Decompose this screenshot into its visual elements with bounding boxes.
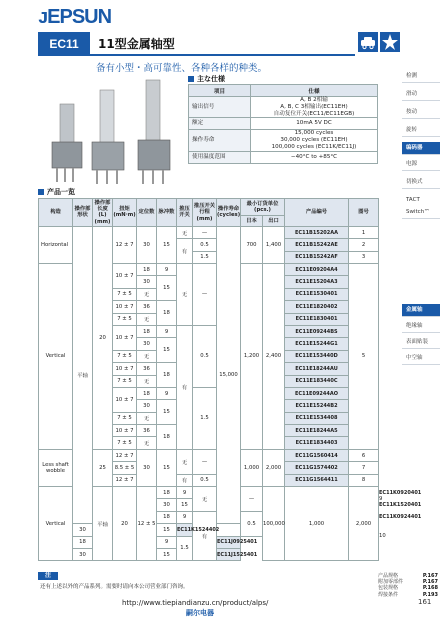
cell-torque: 7 ± 5 bbox=[113, 375, 137, 387]
cell-pulse: 15 bbox=[157, 226, 177, 263]
page-title: 11型金属轴型 bbox=[98, 37, 175, 51]
group-life: 15,000 bbox=[217, 226, 241, 523]
cell-part: EC11E15244G1 bbox=[285, 338, 349, 350]
cell-part: EC11E18244A5 bbox=[285, 425, 349, 437]
cell-part: EC11B15202AA bbox=[285, 226, 349, 238]
title-bar bbox=[90, 32, 355, 56]
cell-pulse: 9 bbox=[157, 263, 177, 275]
cell-part: EC11E153440D bbox=[285, 350, 349, 362]
spec-label: 操作寿命 bbox=[189, 130, 251, 151]
cell-pulse: 18 bbox=[157, 301, 177, 326]
table-row: 30 15 EC11K1520401 bbox=[39, 499, 379, 511]
cell-detent: 18 bbox=[137, 325, 157, 337]
table-row: 18 9 有 0.5 EC11K0924401 10 bbox=[39, 511, 379, 523]
product-photo bbox=[38, 76, 188, 194]
brand-logo bbox=[38, 6, 138, 28]
spec-label: 额定 bbox=[189, 118, 251, 130]
group-shaft-length: 20 bbox=[93, 226, 113, 449]
cell-switch: 无 bbox=[177, 449, 193, 474]
cell-travel: — bbox=[193, 226, 217, 238]
col-japan: 日本 bbox=[241, 216, 263, 226]
cell-travel: 0.5 bbox=[193, 239, 217, 251]
cell-pulse: 15 bbox=[157, 449, 177, 486]
group-qty-jp: 1,200 bbox=[241, 263, 263, 449]
col-pulse: 脉冲数 bbox=[157, 199, 177, 227]
col-switch: 推压开关 bbox=[177, 199, 193, 227]
cell-part: EC11E1834403 bbox=[285, 437, 349, 449]
spec-line: A, B, C 3相输出(EC11EH) bbox=[280, 103, 348, 110]
side-nav-item-hollow-shaft[interactable]: 中空轴 bbox=[402, 352, 440, 365]
ref-label: 产品规格 bbox=[378, 573, 399, 579]
cell-pulse: 18 bbox=[157, 363, 177, 388]
cell-qty-ex: 2,000 bbox=[263, 449, 285, 486]
cell-draw: 1 bbox=[349, 226, 379, 238]
group-switch: 有 bbox=[193, 511, 217, 561]
cell-detent: 无 bbox=[137, 375, 157, 387]
cell-qty-jp: 700 bbox=[241, 226, 263, 263]
col-torque: 扭矩 (mN·m) bbox=[113, 199, 137, 227]
group-shaft-length: 20 bbox=[113, 487, 137, 561]
cell-travel: 1.5 bbox=[193, 251, 217, 263]
cell-travel: 0.5 bbox=[241, 511, 263, 536]
spec-label: 输出信号 bbox=[189, 97, 251, 118]
group-qty-jp: 1,000 bbox=[285, 487, 349, 561]
group-life: 100,000 bbox=[263, 487, 285, 561]
spec-line: 30,000 cycles (EC11EH) bbox=[280, 137, 348, 144]
cell-detent: 30 bbox=[157, 499, 177, 511]
cell-pulse: 9 bbox=[157, 325, 177, 337]
col-min-qty: 最小订货单位 (pcs.) bbox=[241, 199, 285, 216]
col-direction: 构造 bbox=[39, 199, 73, 227]
spec-row bbox=[189, 97, 378, 118]
page-subtitle: 备有小型・高可靠性、各种各样的种类。 bbox=[96, 63, 268, 74]
side-nav-item-slide[interactable]: 滑动 bbox=[402, 88, 440, 101]
cell-draw: 7 bbox=[349, 462, 379, 474]
col-life: 操作寿命 (cycles) bbox=[217, 199, 241, 227]
cell-detent: 30 bbox=[73, 524, 93, 536]
cell-part: EC11E1820402 bbox=[285, 301, 349, 313]
cell-torque: 12 ± 7 bbox=[113, 226, 137, 263]
cell-travel: — bbox=[193, 449, 217, 474]
side-nav-item-smd[interactable]: 表面贴装 bbox=[402, 336, 440, 349]
cell-torque: 7 ± 5 bbox=[113, 313, 137, 325]
spec-header-item: 项目 bbox=[189, 85, 251, 97]
cell-part: EC11E1830401 bbox=[285, 313, 349, 325]
note-text: 还有上述以外的产品系列。需要时请向本公司营业部门咨询。 bbox=[40, 584, 189, 590]
cell-draw: 8 bbox=[349, 474, 379, 486]
cell-detent: 无 bbox=[137, 313, 157, 325]
cell-pulse: 15 bbox=[157, 276, 177, 301]
cell-torque: 7 ± 5 bbox=[113, 412, 137, 424]
group-direction: Vertical bbox=[39, 263, 73, 449]
cell-part: EC11E18244AU bbox=[285, 363, 349, 375]
col-drawing: 图号 bbox=[349, 199, 379, 227]
cell-part: EC11E09204A4 bbox=[285, 263, 349, 275]
group-direction: Vertical bbox=[39, 487, 73, 561]
spec-line: 15,000 cycles bbox=[294, 130, 334, 137]
cell-detent: 无 bbox=[137, 288, 157, 300]
cell-part: EC11E1534408 bbox=[285, 412, 349, 424]
cell-torque: 12 ± 7 bbox=[113, 474, 137, 486]
cell-draw: 6 bbox=[349, 449, 379, 461]
spec-section-title: 主な仕様 bbox=[188, 74, 225, 84]
cell-draw: 3 bbox=[349, 251, 379, 263]
footer-brand: 嗣尔电器 bbox=[186, 609, 214, 617]
group-switch: 有 bbox=[177, 325, 193, 449]
spec-label: 使用温度范围 bbox=[189, 151, 251, 163]
cell-torque: 7 ± 5 bbox=[113, 288, 137, 300]
group-direction: Less shaft wobble bbox=[39, 449, 73, 486]
cell-detent: 30 bbox=[73, 548, 93, 560]
cell-detent: 18 bbox=[157, 487, 177, 499]
cell-pulse: 15 bbox=[157, 338, 177, 363]
cell-detent: 30 bbox=[137, 449, 157, 486]
group-qty-ex: 2,000 bbox=[349, 487, 379, 561]
cell-detent: 18 bbox=[157, 511, 177, 523]
table-section-title: 产品一览 bbox=[38, 187, 75, 197]
cell-travel: — bbox=[193, 263, 217, 325]
side-nav-item-push[interactable]: 按动 bbox=[402, 106, 440, 119]
cell-part: EC11B15242AF bbox=[285, 251, 349, 263]
cell-detent: 30 bbox=[137, 226, 157, 263]
cell-part: EC11K1524402 bbox=[177, 524, 193, 536]
cell-torque: 10 ± 7 bbox=[113, 387, 137, 412]
cell-pulse: 15 bbox=[157, 524, 177, 536]
cell-torque: 12 ± 7 bbox=[113, 449, 137, 461]
star-icon bbox=[380, 32, 400, 52]
group-push-travel: 1.5 bbox=[193, 387, 217, 449]
cell-part: EC11G1574402 bbox=[285, 462, 349, 474]
cell-travel: 0.5 bbox=[193, 474, 217, 486]
ref-item[interactable] bbox=[378, 592, 438, 598]
cell-torque: 10 ± 7 bbox=[113, 363, 137, 375]
col-shaft-shape: 操作部形状 bbox=[73, 199, 93, 227]
side-nav-item-encoder[interactable]: 编码器 bbox=[402, 142, 440, 155]
spec-header-row bbox=[189, 85, 378, 97]
cell-switch: 有 bbox=[177, 239, 193, 264]
cell-detent: 18 bbox=[137, 387, 157, 399]
cell-torque: 7 ± 5 bbox=[113, 350, 137, 362]
side-nav-item-tact[interactable]: TACT Switch™ bbox=[402, 194, 440, 219]
cell-torque: 10 ± 7 bbox=[113, 425, 137, 437]
cell-pulse: 15 bbox=[157, 548, 177, 560]
cell-torque: 8.5 ± 5 bbox=[113, 462, 137, 474]
note-title: 注 bbox=[38, 572, 58, 580]
cell-detent: 36 bbox=[137, 425, 157, 437]
col-shaft-length: 操作部长度 (L)(mm) bbox=[93, 199, 113, 227]
side-nav-item-detect[interactable]: 检测 bbox=[402, 70, 440, 83]
ref-label: 附加零部件 bbox=[378, 579, 404, 586]
ref-page: P.168 bbox=[422, 585, 438, 592]
spec-line: A, B 2相输 bbox=[300, 97, 328, 103]
cell-qty-ex: 1,400 bbox=[263, 226, 285, 263]
spec-row bbox=[189, 118, 378, 130]
cell-switch: 无 bbox=[193, 487, 217, 512]
group-qty-ex: 2,400 bbox=[263, 263, 285, 449]
col-part-no: 产品编号 bbox=[285, 199, 349, 227]
ref-label: 焊接条件 bbox=[378, 591, 399, 598]
spec-value bbox=[251, 130, 378, 151]
footer-url[interactable]: http://www.tiepiandianzu.cn/product/alps/ bbox=[122, 599, 269, 607]
cell-pulse: 9 bbox=[177, 487, 193, 499]
col-push-travel: 推压开关行程 (mm) bbox=[193, 199, 217, 227]
cell-part: EC11E09244BS bbox=[285, 325, 349, 337]
cell-detent: 30 bbox=[137, 338, 157, 350]
cell-detent: 36 bbox=[137, 301, 157, 313]
cell-pulse: 15 bbox=[177, 499, 193, 511]
cell-switch: 无 bbox=[177, 226, 193, 238]
cell-qty-jp: 1,000 bbox=[241, 449, 263, 486]
cell-pulse: 9 bbox=[157, 536, 177, 548]
ref-page: P.193 bbox=[422, 591, 438, 598]
cell-detent: 36 bbox=[137, 363, 157, 375]
cell-part: EC11G1564411 bbox=[285, 474, 349, 486]
col-detent: 定位数 bbox=[137, 199, 157, 227]
cell-detent: 无 bbox=[137, 350, 157, 362]
spec-value bbox=[251, 97, 378, 118]
group-shaft-shape: 平轴 bbox=[93, 487, 113, 561]
cell-detent: 30 bbox=[137, 276, 157, 288]
group-shaft-length: 25 bbox=[93, 449, 113, 486]
cell-part: EC11E1530401 bbox=[285, 288, 349, 300]
cell-draw: 2 bbox=[349, 239, 379, 251]
side-nav-item-metal-shaft[interactable]: 金属轴 bbox=[402, 304, 440, 317]
cell-part: EC11E15204A3 bbox=[285, 276, 349, 288]
ref-label: 包装规格 bbox=[378, 585, 399, 592]
spec-table bbox=[188, 84, 378, 164]
spec-value: 10mA 5V DC bbox=[251, 118, 378, 130]
group-draw: 5 bbox=[349, 263, 379, 449]
cell-detent: 18 bbox=[137, 263, 157, 275]
side-nav-item-switching[interactable]: 切换式 bbox=[402, 176, 440, 189]
cell-part: EC11J1525401 bbox=[217, 548, 241, 560]
car-icon bbox=[358, 32, 378, 52]
note-box bbox=[38, 572, 378, 592]
cell-switch: 有 bbox=[177, 474, 193, 486]
group-shaft-shape: 平轴 bbox=[73, 226, 93, 523]
page-number: 161 bbox=[418, 598, 432, 606]
cell-torque: 10 ± 7 bbox=[113, 301, 137, 313]
cell-part: EC11B15242AE bbox=[285, 239, 349, 251]
cell-detent: 18 bbox=[73, 536, 93, 548]
group-push-travel: 0.5 bbox=[193, 325, 217, 387]
page-references bbox=[378, 573, 438, 598]
spec-line: 自动复位开关(EC11/EC11EGB) bbox=[273, 110, 355, 117]
ref-page: P.167 bbox=[422, 579, 438, 586]
table-header-row bbox=[39, 199, 379, 216]
series-badge: EC11 bbox=[38, 32, 90, 56]
side-nav-item-rotary[interactable]: 旋转 bbox=[402, 124, 440, 137]
cell-travel: — bbox=[241, 487, 263, 512]
cell-pulse: 18 bbox=[157, 425, 177, 450]
spec-value: −40°C to +85°C bbox=[251, 151, 378, 163]
side-nav-item-power[interactable]: 电源 bbox=[402, 158, 440, 171]
cell-part: EC11J0925401 bbox=[217, 536, 241, 548]
cell-pulse: 9 bbox=[157, 387, 177, 399]
cell-switch: 无 bbox=[177, 263, 193, 325]
cell-part: EC11E15244B2 bbox=[285, 400, 349, 412]
cell-detent: 30 bbox=[137, 400, 157, 412]
table-row bbox=[39, 226, 379, 238]
spec-line: 100,000 cycles (EC11K/EC11J) bbox=[271, 143, 357, 150]
logo-text: ᴊEPSUN bbox=[38, 6, 112, 28]
cell-part: EC11E09244AO bbox=[285, 387, 349, 399]
table-row: Vertical 平轴 20 12 ± 5 18 9 无 — 100,000 1,000 2,000 EC11K0920401 9 bbox=[39, 487, 379, 499]
cell-travel: 1.5 bbox=[177, 536, 193, 561]
group-direction: Horizontal bbox=[39, 226, 73, 263]
cell-detent: 无 bbox=[137, 412, 157, 424]
side-nav-item-insulated-shaft[interactable]: 绝缘轴 bbox=[402, 320, 440, 333]
cell-torque: 7 ± 5 bbox=[113, 437, 137, 449]
cell-detent: 无 bbox=[137, 437, 157, 449]
ref-page: P.167 bbox=[422, 573, 438, 579]
cell-part: EC11G1560414 bbox=[285, 449, 349, 461]
col-export: 出口 bbox=[263, 216, 285, 226]
spec-row bbox=[189, 151, 378, 163]
spec-header-value: 仕様 bbox=[251, 85, 378, 97]
cell-pulse: 9 bbox=[177, 511, 193, 523]
cell-torque: 10 ± 7 bbox=[113, 263, 137, 288]
cell-pulse: 15 bbox=[157, 400, 177, 425]
spec-row bbox=[189, 130, 378, 151]
cell-part: EC11E183440C bbox=[285, 375, 349, 387]
cell-torque: 12 ± 5 bbox=[137, 487, 157, 561]
cell-torque: 10 ± 7 bbox=[113, 325, 137, 350]
